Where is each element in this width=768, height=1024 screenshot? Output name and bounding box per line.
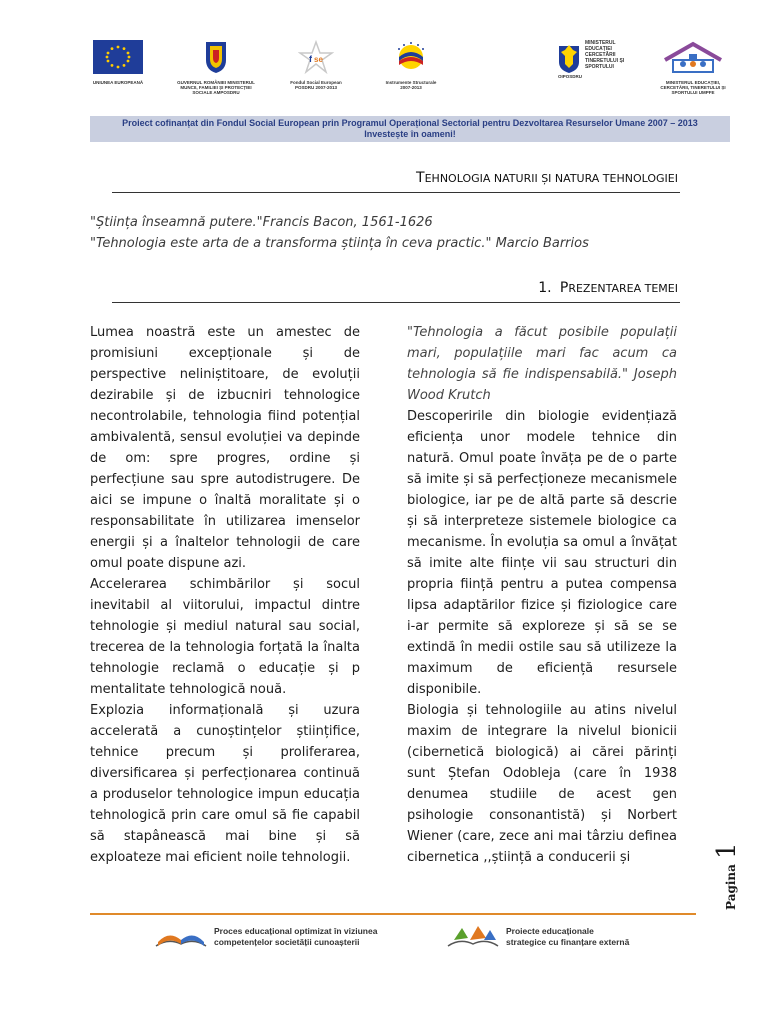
instrumente-caption: Instrumente Structurale 2007-2013 bbox=[385, 80, 437, 90]
left-paragraph: Explozia informațională și uzura accelerată a cunoștințelor științifice, tehnice precum și proliferarea, diversificarea și perfecționarea continuă a produselor tehnologice impun educația tehnologică prin care omul să fie capabil să stapânească mai bine și să exploateze mai eficient noile tehnologii. bbox=[90, 703, 360, 865]
section-rest: REZENTAREA TEMEI bbox=[568, 282, 678, 295]
title-rule bbox=[112, 192, 680, 193]
romania-caption: GUVERNUL ROMÂNIEI MINISTERUL MUNCII, FAMILIEI ȘI PROTECȚIEI SOCIALE AMPOSDRU bbox=[177, 80, 255, 95]
right-paragraph: Biologia și tehnologiile au atins nivelul maxim de integrare la nivelul bionicii (cibernetică biologică) ai cărei părinți sunt Ștefan Odobleja (care în 1938 denumea studiile de acest gen psihologie consonantistă) și Norbert Wiener (care, zece ani mai târziu definea cibernetica ,,știință a conducerii și bbox=[407, 703, 677, 865]
page-title-rest: EHNOLOGIA NATURII ȘI NATURA TEHNOLOGIEI bbox=[424, 172, 678, 185]
romania-logo bbox=[176, 40, 256, 95]
quote-bacon: "Știința înseamnă putere."Francis Bacon, 1561-1626 bbox=[90, 215, 433, 230]
section-heading bbox=[538, 280, 678, 296]
left-paragraph: Lumea noastră este un amestec de promisiuni excepționale și de perspective neliniștitoare, de evoluții dezirabile și de izbucniri tehnologice necontrolabile, tehnologia fiind potențial ambivalentă, sensul evoluției va depinde de om: spre progres, ordine și perfecțiune sau spre autodistrugere. De aici se impune o înaltă moralitate și o responsabilitate în utilizarea imenselor energii și a înaltelor tehnologii de care omul poate dispune azi. bbox=[90, 325, 360, 571]
fse-star-icon bbox=[298, 40, 334, 74]
svg-text:se: se bbox=[314, 55, 323, 64]
page-title bbox=[416, 170, 678, 186]
ministerul-eagle-icon bbox=[556, 40, 582, 74]
page-label: Pagina bbox=[724, 864, 738, 910]
tree-book-icon bbox=[444, 920, 502, 952]
project-banner bbox=[90, 116, 730, 142]
footer-left-line-1: Proces educațional optimizat în viziunea bbox=[214, 926, 378, 936]
page-number-value: 1 bbox=[712, 842, 742, 859]
right-column bbox=[407, 322, 677, 868]
ministerul-side-text: MINISTERUL EDUCAȚIEI CERCETĂRII TINERETULUI ȘI SPORTULUI bbox=[585, 40, 625, 70]
footer-right-line-1: Proiecte educaționale bbox=[506, 926, 594, 936]
quote-barrios: "Tehnologia este arta de a transforma știința în ceva practic." Marcio Barrios bbox=[90, 236, 589, 251]
banner-line-1: Proiect cofinanțat din Fondul Social European prin Programul Operațional Sectorial pentru Dezvoltarea Resurselor Umane 2007 – 2013 bbox=[122, 118, 698, 128]
section-rule bbox=[112, 302, 680, 303]
footer-rule bbox=[90, 913, 696, 915]
fse-caption: Fondul Social European POSDRU 2007-2013 bbox=[290, 80, 342, 90]
section-number: 1. bbox=[538, 280, 552, 296]
section-initial: P bbox=[559, 280, 569, 296]
page-title-initial: T bbox=[416, 170, 425, 186]
eu-caption: UNIUNEA EUROPEANĂ bbox=[92, 80, 144, 85]
umpfe-caption: MINISTERUL EDUCAȚIEI, CERCETĂRII, TINERETULUI ȘI SPORTULUI UMPFE bbox=[660, 80, 726, 95]
romania-coat-of-arms-icon bbox=[203, 40, 229, 74]
left-column bbox=[90, 322, 360, 868]
page-number bbox=[712, 830, 752, 910]
logo-row bbox=[90, 40, 730, 100]
footer-left-line-2: competențelor societății cunoașterii bbox=[214, 937, 360, 947]
umpfe-house-icon bbox=[661, 40, 725, 74]
footer-right-line-2: strategice cu finanțare externă bbox=[506, 937, 630, 947]
opening-quotes bbox=[90, 212, 690, 254]
ministerul-logo bbox=[556, 40, 646, 79]
fse-logo bbox=[286, 40, 346, 90]
svg-text:f: f bbox=[309, 54, 312, 64]
eu-flag-logo bbox=[90, 40, 146, 85]
instrumente-structurale-icon bbox=[391, 40, 431, 74]
ministerul-caption: OIPOSDRU bbox=[558, 74, 583, 79]
banner-line-2: Investește în oameni! bbox=[364, 129, 456, 139]
right-paragraph: Descoperirile din biologie evidențiază eficiența unor modele tehnice din natură. Omul poate învăța pe de o parte să imite și să perfecționeze mecanismele biologice, iar pe de altă parte să descrie și să interpreteze sistemele biologice ca mecanisme. În evoluția sa omul a învățat să imite alte ființe vii sau structuri din propria ființă pentru a putea compensa lipsa adaptărilor fizice și fiziologice care i-ar permite să exploreze și să se se extindă în medii ostile sau să utilizeze la maximum de eficiență resursele disponibile. bbox=[407, 409, 677, 697]
krutch-quote: "Tehnologia a făcut posibile populații mari, populațiile mari fac acum ca tehnologia să fie indispensabilă." Joseph Wood Krutch bbox=[407, 325, 677, 403]
umpfe-logo bbox=[658, 40, 728, 95]
eu-flag-icon bbox=[93, 40, 143, 74]
footer-right bbox=[444, 920, 630, 956]
left-paragraph: Accelerarea schimbărilor și socul inevitabil al viitorului, impactul dintre tehnologie și mediul natural sau social, trecerea de la tehnologia forțată la înalta tehnologie reclamă o educație și p mentalitate tehnologică nouă. bbox=[90, 577, 360, 697]
footer-left bbox=[152, 920, 378, 956]
instrumente-logo bbox=[380, 40, 442, 90]
open-book-icon bbox=[152, 920, 210, 952]
